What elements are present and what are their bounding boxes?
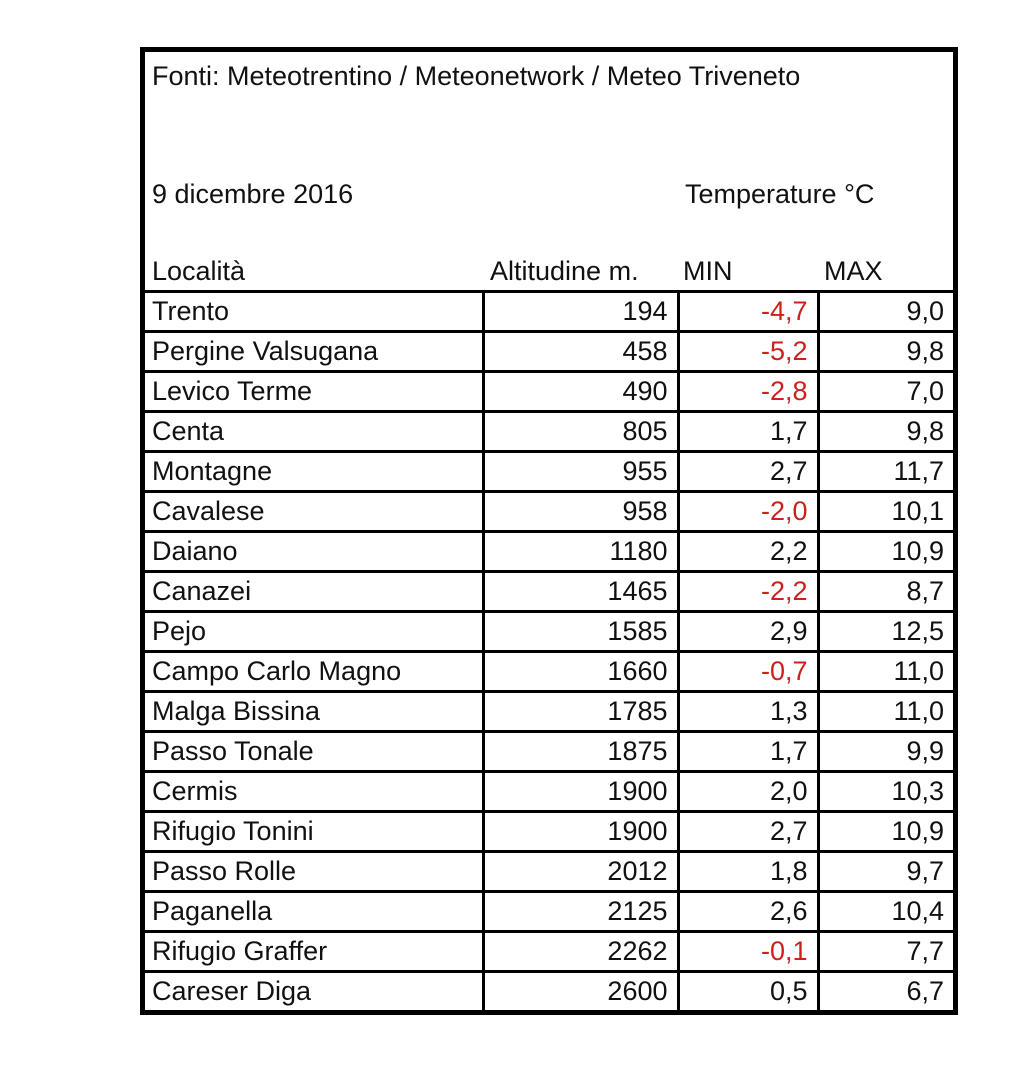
min-temp-cell: -4,7 <box>678 292 818 332</box>
table-row <box>145 492 953 532</box>
location-cell: Careser Diga <box>145 972 483 1011</box>
max-temp-cell: 11,7 <box>818 452 953 492</box>
location-cell: Passo Tonale <box>145 732 483 772</box>
table-row <box>145 732 953 772</box>
location-cell: Pergine Valsugana <box>145 332 483 372</box>
location-cell: Centa <box>145 412 483 452</box>
location-cell: Montagne <box>145 452 483 492</box>
weather-table <box>140 47 958 1015</box>
min-temp-cell: -0,1 <box>678 932 818 972</box>
min-temp-cell: 2,6 <box>678 892 818 932</box>
min-temp-cell: -5,2 <box>678 332 818 372</box>
max-temp-cell: 9,8 <box>818 332 953 372</box>
table-row <box>145 692 953 732</box>
altitude-cell: 1900 <box>483 812 678 852</box>
max-temp-cell: 9,7 <box>818 852 953 892</box>
location-cell: Paganella <box>145 892 483 932</box>
location-cell: Rifugio Graffer <box>145 932 483 972</box>
max-temp-cell: 11,0 <box>818 692 953 732</box>
max-temp-cell: 7,0 <box>818 372 953 412</box>
altitude-cell: 2600 <box>483 972 678 1011</box>
max-temp-cell: 11,0 <box>818 652 953 692</box>
table-row <box>145 852 953 892</box>
source-label: Fonti: Meteotrentino / Meteonetwork / Meteo Triveneto <box>152 61 801 91</box>
min-temp-cell: -0,7 <box>678 652 818 692</box>
altitude-cell: 1465 <box>483 572 678 612</box>
altitude-cell: 2012 <box>483 852 678 892</box>
table-row <box>145 812 953 852</box>
min-temp-cell: 0,5 <box>678 972 818 1011</box>
altitude-cell: 1875 <box>483 732 678 772</box>
altitude-cell: 955 <box>483 452 678 492</box>
min-temp-cell: 2,7 <box>678 452 818 492</box>
location-cell: Cavalese <box>145 492 483 532</box>
altitude-cell: 1660 <box>483 652 678 692</box>
altitude-cell: 805 <box>483 412 678 452</box>
altitude-cell: 194 <box>483 292 678 332</box>
location-cell: Levico Terme <box>145 372 483 412</box>
min-temp-cell: 1,8 <box>678 852 818 892</box>
location-cell: Canazei <box>145 572 483 612</box>
altitude-cell: 1180 <box>483 532 678 572</box>
column-header-altitude: Altitudine m. <box>490 256 639 286</box>
max-temp-cell: 10,4 <box>818 892 953 932</box>
table-row <box>145 532 953 572</box>
column-header-location: Località <box>152 256 246 286</box>
table-row <box>145 612 953 652</box>
altitude-cell: 1785 <box>483 692 678 732</box>
max-temp-cell: 10,3 <box>818 772 953 812</box>
location-cell: Malga Bissina <box>145 692 483 732</box>
table-row <box>145 572 953 612</box>
altitude-cell: 958 <box>483 492 678 532</box>
altitude-cell: 458 <box>483 332 678 372</box>
location-cell: Passo Rolle <box>145 852 483 892</box>
max-temp-cell: 10,9 <box>818 532 953 572</box>
min-temp-cell: 1,3 <box>678 692 818 732</box>
max-temp-cell: 7,7 <box>818 932 953 972</box>
altitude-cell: 2262 <box>483 932 678 972</box>
max-temp-cell: 10,1 <box>818 492 953 532</box>
table-row <box>145 772 953 812</box>
temperature-unit-label: Temperature °C <box>685 179 875 209</box>
column-header-max: MAX <box>824 256 883 286</box>
location-cell: Daiano <box>145 532 483 572</box>
table-row <box>145 292 953 332</box>
max-temp-cell: 8,7 <box>818 572 953 612</box>
table-header-area <box>145 52 953 290</box>
location-cell: Trento <box>145 292 483 332</box>
table-row <box>145 452 953 492</box>
min-temp-cell: 2,0 <box>678 772 818 812</box>
location-cell: Cermis <box>145 772 483 812</box>
table-row <box>145 892 953 932</box>
min-temp-cell: 2,9 <box>678 612 818 652</box>
max-temp-cell: 9,9 <box>818 732 953 772</box>
table-row <box>145 412 953 452</box>
max-temp-cell: 12,5 <box>818 612 953 652</box>
temperature-table <box>145 290 953 1010</box>
min-temp-cell: 2,2 <box>678 532 818 572</box>
min-temp-cell: -2,8 <box>678 372 818 412</box>
altitude-cell: 2125 <box>483 892 678 932</box>
location-cell: Rifugio Tonini <box>145 812 483 852</box>
column-header-min: MIN <box>683 256 733 286</box>
table-row <box>145 932 953 972</box>
altitude-cell: 490 <box>483 372 678 412</box>
table-row <box>145 972 953 1011</box>
min-temp-cell: -2,2 <box>678 572 818 612</box>
table-row <box>145 372 953 412</box>
table-row <box>145 332 953 372</box>
max-temp-cell: 6,7 <box>818 972 953 1011</box>
altitude-cell: 1900 <box>483 772 678 812</box>
max-temp-cell: 10,9 <box>818 812 953 852</box>
altitude-cell: 1585 <box>483 612 678 652</box>
min-temp-cell: 1,7 <box>678 732 818 772</box>
min-temp-cell: -2,0 <box>678 492 818 532</box>
max-temp-cell: 9,8 <box>818 412 953 452</box>
min-temp-cell: 2,7 <box>678 812 818 852</box>
min-temp-cell: 1,7 <box>678 412 818 452</box>
location-cell: Campo Carlo Magno <box>145 652 483 692</box>
table-row <box>145 652 953 692</box>
location-cell: Pejo <box>145 612 483 652</box>
date-label: 9 dicembre 2016 <box>152 179 354 209</box>
table-body <box>145 292 953 1011</box>
max-temp-cell: 9,0 <box>818 292 953 332</box>
